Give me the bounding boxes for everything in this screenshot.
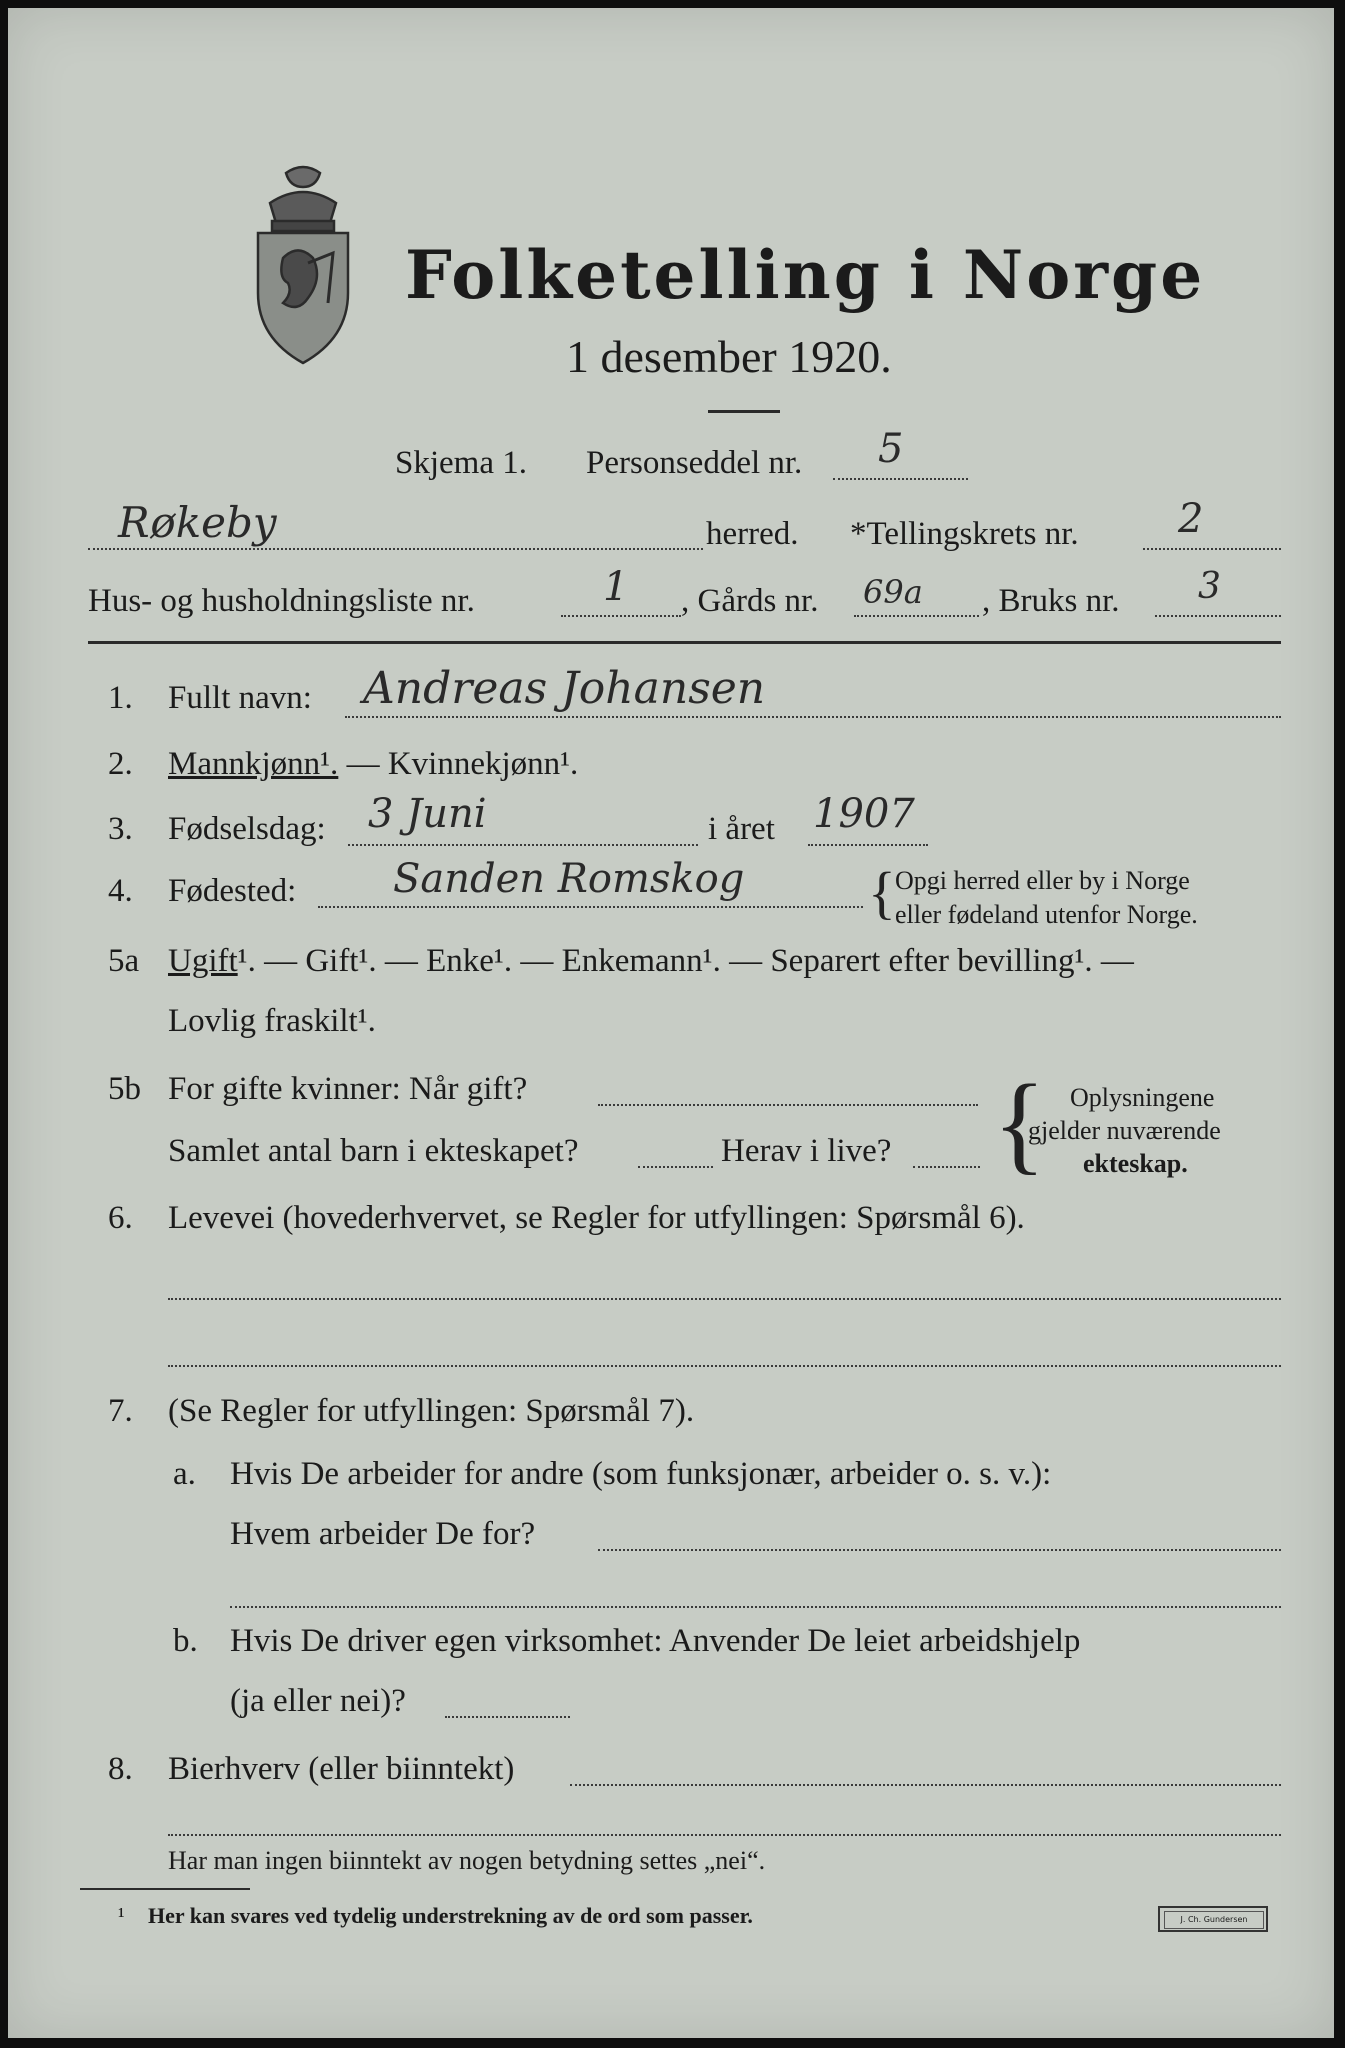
q5b-children-label: Samlet antal barn i ekteskapet?	[168, 1133, 579, 1169]
birthplace-note-line2: eller fødeland utenfor Norge.	[895, 900, 1198, 929]
herred-value[interactable]: Røkeby	[118, 498, 277, 547]
biinntekt-note: Har man ingen biinntekt av nogen betydning settes „nei“.	[168, 1846, 766, 1875]
gender-female-option[interactable]: Kvinnekjønn¹.	[387, 746, 579, 782]
footnote-divider	[80, 1888, 250, 1890]
q3-number: 3.	[108, 811, 133, 847]
personseddel-label: Personseddel nr.	[586, 445, 803, 481]
q5b-number: 5b	[108, 1071, 141, 1107]
tellingskrets-label: *Tellingskrets nr.	[850, 516, 1079, 552]
marriage-note-line3: ekteskap.	[1083, 1149, 1188, 1178]
form-title: Folketelling i Norge	[405, 236, 1206, 314]
q1-label: Fullt navn:	[168, 680, 312, 716]
birthday-value[interactable]: 3 Juni	[368, 791, 487, 837]
footnote-mark: ¹	[118, 1903, 125, 1928]
bruks-value[interactable]: 3	[1198, 566, 1221, 607]
marriage-note-line2: gjelder nuværende	[1028, 1116, 1221, 1145]
q7a-number: a.	[173, 1456, 196, 1492]
q7b-line1: Hvis De driver egen virksomhet: Anvender De leiet arbeidshjelp	[230, 1623, 1081, 1659]
printer-stamp-text: J. Ch. Gundersen	[1164, 1911, 1264, 1929]
year-label: i året	[708, 811, 775, 847]
q7a-line1: Hvis De arbeider for andre (som funksjonær, arbeider o. s. v.):	[230, 1456, 1052, 1492]
bruks-label: , Bruks nr.	[982, 583, 1120, 619]
husholdningsliste-value[interactable]: 1	[603, 564, 629, 610]
header-divider	[88, 641, 1281, 644]
printer-stamp	[1158, 1906, 1268, 1932]
title-divider	[708, 410, 780, 413]
q2-number: 2.	[108, 746, 133, 782]
q8-number: 8.	[108, 1751, 133, 1787]
coat-of-arms-icon	[248, 163, 358, 368]
herred-label: herred.	[706, 516, 799, 552]
marital-fraskilt-option[interactable]: Lovlig fraskilt¹.	[168, 1003, 376, 1039]
q5b-alive-label: Herav i live?	[721, 1133, 892, 1169]
footnote-text: Her kan svares ved tydelig understrekning av de ord som passer.	[148, 1903, 753, 1928]
q5b-when-married-label: For gifte kvinner: Når gift?	[168, 1071, 528, 1107]
tellingskrets-value[interactable]: 2	[1178, 496, 1204, 542]
birthplace-value[interactable]: Sanden Romskog	[393, 856, 745, 902]
skjema-label: Skjema 1.	[395, 445, 527, 481]
gender-male-option[interactable]: Mannkjønn¹.	[168, 746, 339, 782]
q3-label: Fødselsdag:	[168, 811, 326, 847]
birthplace-note-line1: Opgi herred eller by i Norge	[895, 866, 1190, 895]
q7-number: 7.	[108, 1393, 133, 1429]
census-form-page: Folketelling i Norge 1 desember 1920. Skjema 1. Personseddel nr. 5 Røkeby herred. *Tellingskrets nr. 2 Hus- og husholdningsliste nr. 1 , Gårds nr. 69a , Bruks nr. 3 1. Fullt navn: Andreas Johansen 2. Mannkjønn¹. — Kvinnekjønn¹. 3. Fødselsdag: 3 Juni i året 1907 4. Fødested: Sanden Romskog { Opgi herred eller by i Norge eller fødeland utenfor Norge. 5a Ugift¹. — Gift¹. — Enke¹. — Enkemann¹. — Separert efter bevilling¹. — Lovlig fraskilt¹. 5b For gifte kvinner: Når gift? Samlet antal barn i ekteskapet? Herav i live? { Oplysningene gjelder nuværende ekteskap. 6. Levevei (hovederhvervet, se Regler for utfyllingen: Spørsmål 6). 7. (Se Regler for utfyllingen: Spørsmål 7). a. Hvis De arbeider for andre (som funksjonær, arbeider o. s. v.): Hvem arbeider De for? b. Hvis De driver egen virksomhet: Anvender De leiet arbeidshjelp (ja eller nei)? 8. Bierhverv (eller biinntekt) Har man ingen biinntekt av nogen betydning settes „nei“. ¹ Her kan svares ved tydelig understrekning av de ord som passer. J. Ch. Gundersen	[8, 8, 1334, 2038]
q5a-number: 5a	[108, 943, 140, 979]
q6-label: Levevei (hovederhvervet, se Regler for utfyllingen: Spørsmål 6).	[168, 1200, 1025, 1236]
q7b-line2: (ja eller nei)?	[230, 1683, 406, 1719]
marital-ugift-option[interactable]: Ugift	[168, 943, 238, 979]
birth-year-value[interactable]: 1907	[813, 791, 915, 837]
q7a-line2: Hvem arbeider De for?	[230, 1516, 536, 1552]
husholdningsliste-label: Hus- og husholdningsliste nr.	[88, 583, 475, 619]
q8-label: Bierhverv (eller biinntekt)	[168, 1751, 515, 1787]
q4-number: 4.	[108, 873, 133, 909]
q7-label: (Se Regler for utfyllingen: Spørsmål 7).	[168, 1393, 695, 1429]
gards-label: , Gårds nr.	[681, 583, 819, 619]
marriage-note-line1: Oplysningene	[1070, 1083, 1215, 1112]
census-date: 1 desember 1920.	[566, 331, 892, 382]
q6-number: 6.	[108, 1200, 133, 1236]
q4-label: Fødested:	[168, 873, 297, 909]
full-name-value[interactable]: Andreas Johansen	[363, 663, 766, 714]
q1-number: 1.	[108, 680, 133, 716]
personseddel-value[interactable]: 5	[878, 426, 904, 472]
q5a-options	[168, 943, 1134, 980]
q7b-number: b.	[173, 1623, 198, 1659]
gards-value[interactable]: 69a	[863, 573, 923, 611]
marital-other-options[interactable]: ¹. — Gift¹. — Enke¹. — Enkemann¹. — Separert efter bevilling¹. —	[237, 943, 1134, 979]
q2-options: Mannkjønn¹. — Kvinnekjønn¹.	[168, 746, 579, 782]
